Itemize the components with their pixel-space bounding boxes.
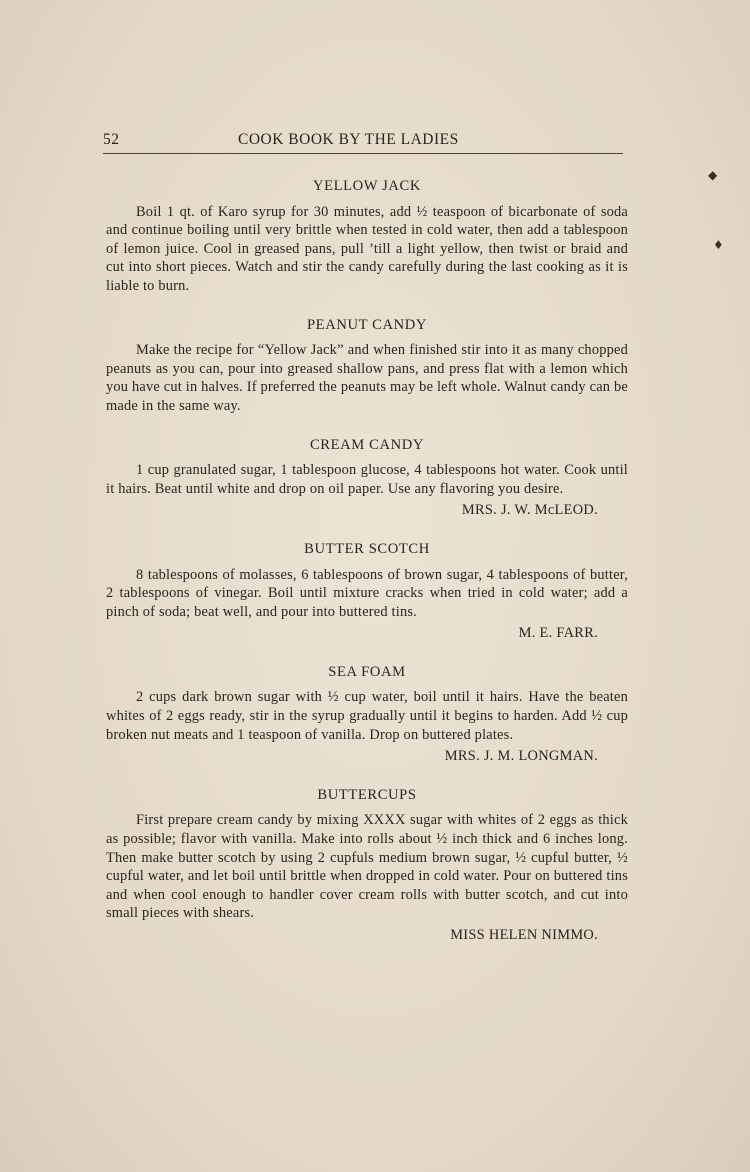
recipe-body: Make the recipe for “Yellow Jack” and when finished stir into it as many chopped peanuts as you can, pour into greased shallow pans, and press flat with a lemon which you have cut in halves. If preferred the peanuts may be left whole. Walnut candy can be made in the same way. [106,342,628,414]
recipe [106,786,628,945]
recipe [106,540,628,643]
recipe-signature: MRS. J. M. LONGMAN. [444,748,598,765]
ink-speck-icon: ◆ [708,168,718,182]
page-number: 52 [103,131,120,148]
recipe-title: SEA FOAM [328,663,406,680]
recipe-signature: MISS HELEN NIMMO. [450,927,598,943]
recipe-body: First prepare cream candy by mixing XXXX sugar with whites of 2 eggs as thick as possible; flavor with vanilla. Make into rolls about ½ inch thick and 6 inches long. Then make butter scotch by using 2 cupfuls medium brown sugar, ½ cupful butter, ½ cupful water, and let boil until brittle when dropped in cold water. Pour on buttered tins and when cool enough to handler cover cream rolls with butter scotch, and cut into small pieces with shears. [106,812,628,922]
recipe-signature: M. E. FARR. [518,625,598,642]
header-rule [103,153,623,154]
recipe-body: 8 tablespoons of molasses, 6 tablespoons of brown sugar, 4 tablespoons of butter, 2 tablespoons of vinegar. Boil until mixture cracks when tried in cold water; add a pinch of soda; beat well, and pour into buttered tins. [106,566,628,620]
recipe-signature: MRS. J. W. McLEOD. [461,502,598,519]
recipe-body: 1 cup granulated sugar, 1 tablespoon glucose, 4 tablespoons hot water. Cook until it hairs. Beat until white and drop on oil paper. Use any flavoring you desire. [106,462,628,497]
recipe [106,316,628,416]
recipe [106,663,628,766]
recipe [106,177,628,296]
recipe-title: BUTTER SCOTCH [304,540,430,557]
recipes-column [106,177,628,965]
recipe-title: PEANUT CANDY [306,316,428,333]
recipe [106,436,628,520]
recipe-title: BUTTERCUPS [317,786,417,803]
recipe-title: CREAM CANDY [309,436,425,453]
recipe-title: YELLOW JACK [312,178,422,194]
recipe-body: Boil 1 qt. of Karo syrup for 30 minutes, add ½ teaspoon of bicarbonate of soda and continue boiling until very brittle when tested in cold water, then add a tablespoon of lemon juice. Cool in greased pans, pull ’till a light yellow, then twist or braid and cut into short pieces. Watch and stir the candy carefully during the last cooking as it is liable to burn. [106,203,628,294]
book-title: COOK BOOK BY THE LADIES [238,131,459,148]
ink-speck-icon: ♦ [713,238,724,252]
recipe-body: 2 cups dark brown sugar with ½ cup water, boil until it hairs. Have the beaten whites of 2 eggs ready, stir in the syrup gradually until it begins to harden. Add ½ cup broken nut meats and 1 teaspoon of vanilla. Drop on buttered plates. [106,689,628,743]
